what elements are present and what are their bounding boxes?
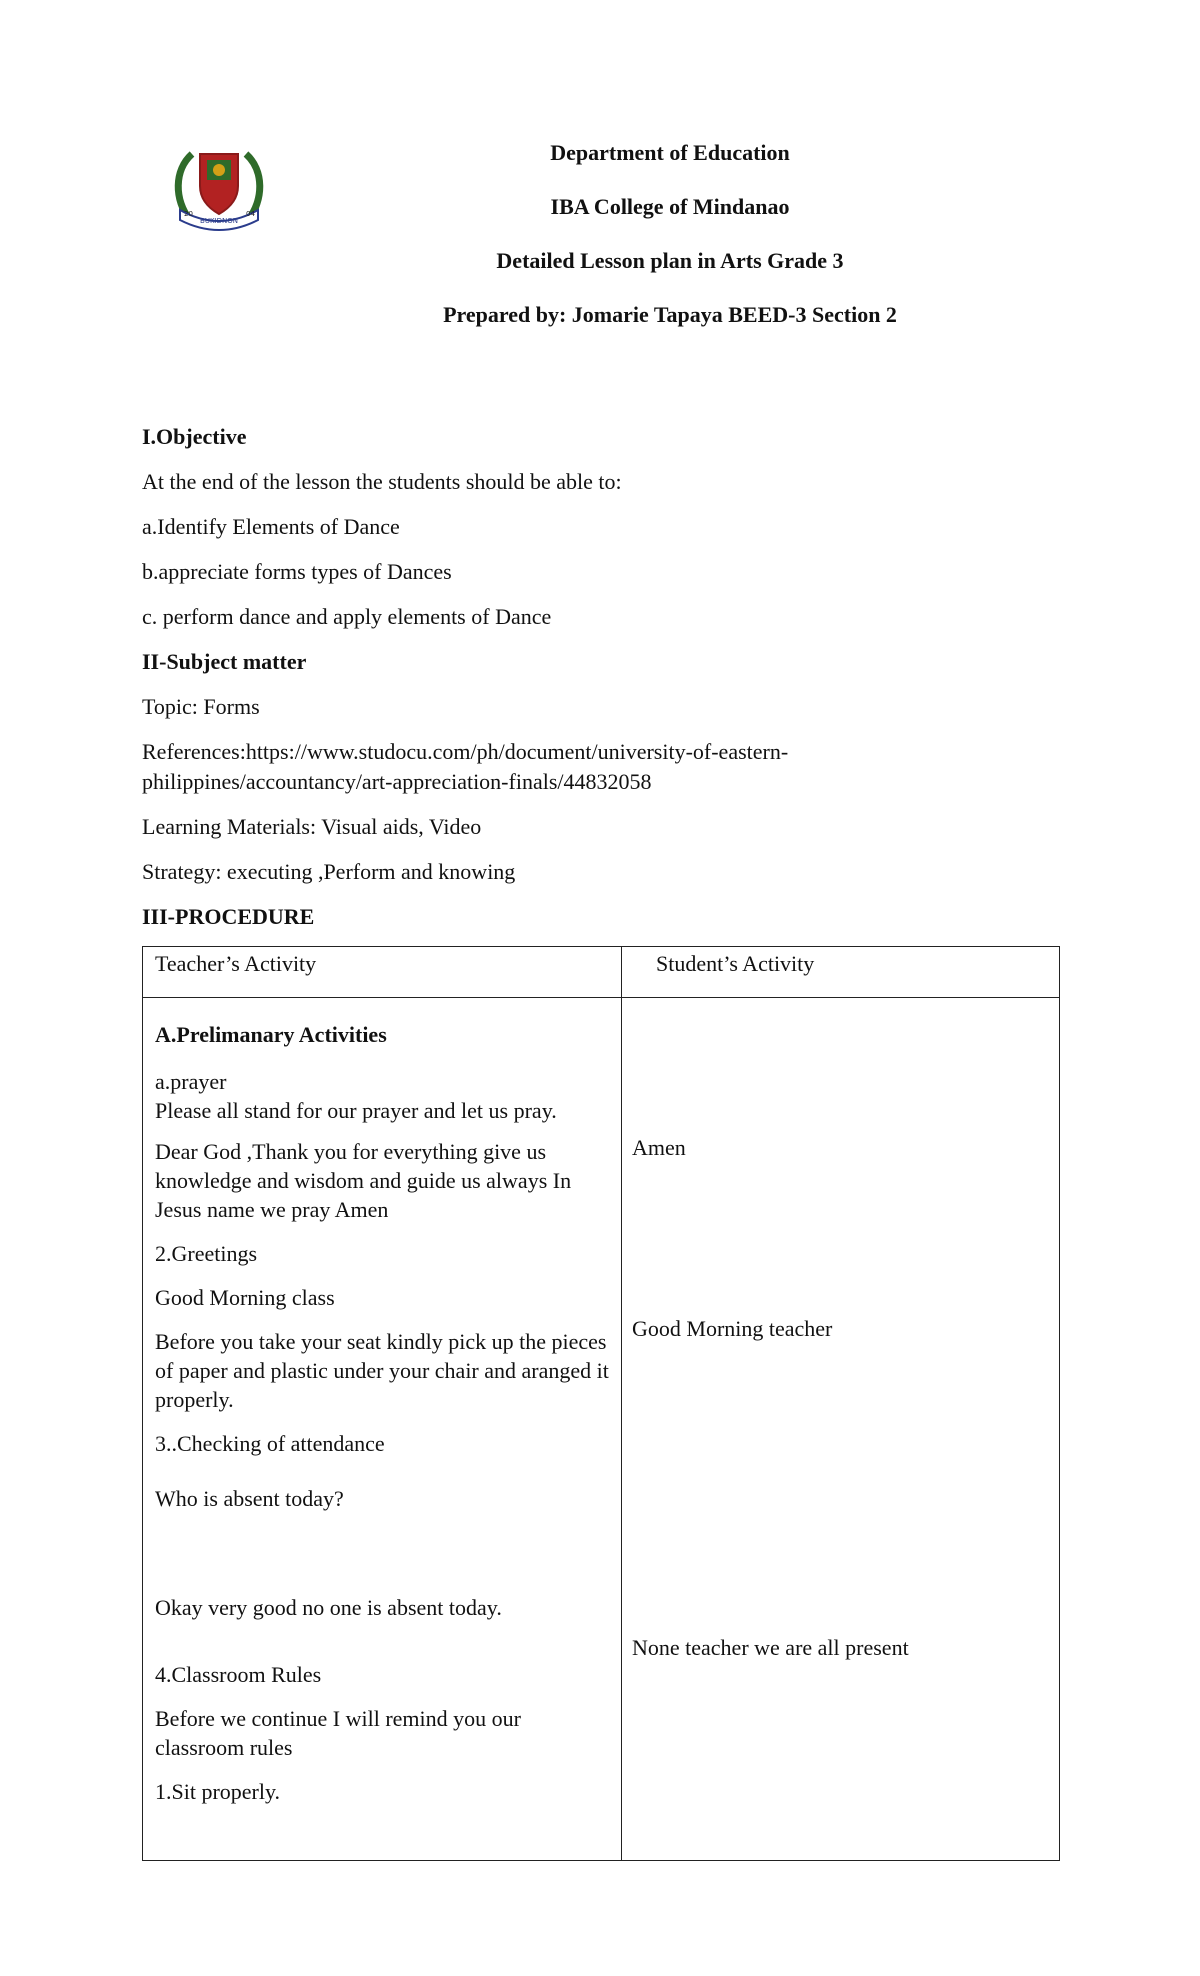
student-answer-greeting: Good Morning teacher [632, 1316, 833, 1341]
objective-item: b.appreciate forms types of Dances [142, 559, 452, 584]
objective-heading: I.Objective [142, 424, 247, 449]
header-prepared-by: Prepared by: Jomarie Tapaya BEED-3 Section 2 [443, 302, 897, 327]
school-seal-icon [170, 140, 268, 236]
objective-item: a.Identify Elements of Dance [142, 514, 400, 539]
prayer-line: Please all stand for our prayer and let us pray. [155, 1098, 557, 1123]
rules-text: Before we continue I will remind you our classroom rules [155, 1706, 521, 1760]
references-line-1: References:https://www.studocu.com/ph/document/university-of-eastern- [142, 739, 789, 764]
prayer-block [155, 1067, 611, 1125]
subject-materials: Learning Materials: Visual aids, Video [142, 814, 482, 839]
header-lesson-title: Detailed Lesson plan in Arts Grade 3 [496, 248, 844, 273]
subject-topic: Topic: Forms [142, 694, 260, 719]
greetings-title: 2.Greetings [155, 1241, 258, 1266]
seal-ribbon-text: BUKIDNON [200, 217, 238, 225]
table-header-row [143, 947, 1060, 998]
preliminary-heading: A.Prelimanary Activities [155, 1022, 387, 1047]
student-answer-amen: Amen [632, 1135, 686, 1160]
objective-item: c. perform dance and apply elements of Dance [142, 604, 552, 629]
col-teacher-header: Teacher’s Activity [143, 947, 622, 998]
greetings-line: Good Morning class [155, 1285, 335, 1310]
teacher-activity-cell [143, 998, 622, 1861]
student-answer-attendance: None teacher we are all present [632, 1635, 909, 1660]
attendance-title: 3..Checking of attendance [155, 1431, 385, 1456]
document-header [300, 140, 1200, 328]
subject-references [142, 737, 1062, 797]
table-row [143, 998, 1060, 1861]
procedure-heading: III-PROCEDURE [142, 904, 315, 929]
procedure-table [142, 946, 1060, 1861]
col-student-header: Student’s Activity [622, 947, 1060, 998]
student-activity-cell [622, 998, 1060, 1861]
objective-intro: At the end of the lesson the students should be able to: [142, 469, 622, 494]
seal-year-right: 04 [246, 210, 255, 218]
rule-1: 1.Sit properly. [155, 1779, 281, 1804]
attendance-ok: Okay very good no one is absent today. [155, 1595, 502, 1620]
subject-strategy: Strategy: executing ,Perform and knowing [142, 859, 516, 884]
prayer-title: a.prayer [155, 1069, 227, 1094]
document-body [142, 422, 1062, 947]
rules-title: 4.Classroom Rules [155, 1662, 322, 1687]
prayer-text: Dear God ,Thank you for everything give us knowledge and wisdom and guide us always In Jesus name we pray Amen [155, 1139, 572, 1222]
seal-year-left: 20 [184, 210, 193, 218]
header-department: Department of Education [550, 140, 790, 165]
references-line-2: philippines/accountancy/art-appreciation-finals/44832058 [142, 769, 652, 794]
subject-heading: II-Subject matter [142, 649, 307, 674]
greetings-text: Before you take your seat kindly pick up the pieces of paper and plastic under your chair and aranged it properly. [155, 1329, 609, 1412]
attendance-question: Who is absent today? [155, 1486, 344, 1511]
header-college: IBA College of Mindanao [550, 194, 790, 219]
